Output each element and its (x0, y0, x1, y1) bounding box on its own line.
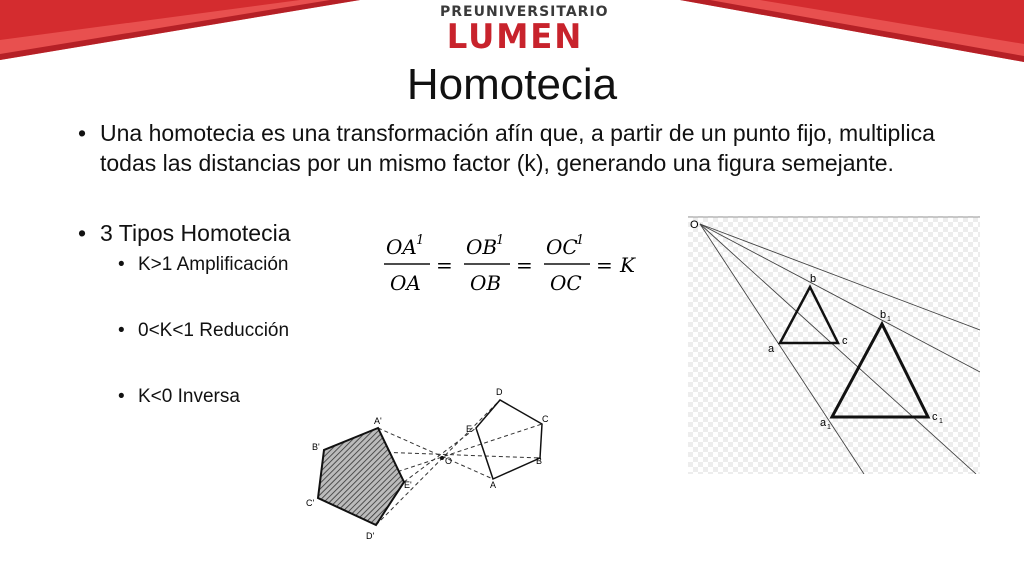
label-B: B (536, 456, 543, 466)
label-D-prime: D' (366, 531, 375, 541)
sub-bullet-inverse-text: K<0 Inversa (138, 386, 240, 407)
label-D: D (496, 387, 503, 397)
logo-subtitle: PREUNIVERSITARIO (440, 4, 609, 20)
formula-num-2-sup: 1 (496, 233, 505, 248)
tri-label-c1: c (932, 411, 938, 423)
formula-eq-3: = (596, 253, 613, 277)
label-C: C (542, 414, 549, 424)
formula-eq-1: = (436, 253, 453, 277)
bullet-definition-text: Una homotecia es una transformación afín que, a partir de un punto fijo, multiplica todas las distancias por un mismo factor (k), generando una figura semejante. (100, 120, 935, 176)
slide-content (76, 118, 956, 178)
tri-label-O: O (690, 219, 699, 231)
tri-label-c1-sub: 1 (939, 418, 943, 425)
pentagon-image (318, 428, 404, 525)
formula-num-3-sup: 1 (576, 233, 585, 248)
sub-bullet-inverse (116, 386, 240, 408)
formula-den-2: OB (470, 271, 502, 295)
ratio-formula (382, 228, 642, 298)
label-E-prime: E' (404, 480, 412, 490)
formula-den-1: OA (390, 271, 421, 295)
bullet-types (76, 218, 290, 248)
tri-label-a1: a (820, 417, 827, 429)
sub-bullet-reduction-text: 0<K<1 Reducción (138, 320, 290, 341)
label-O: O (445, 456, 453, 466)
formula-eq-2: = (516, 253, 533, 277)
tri-label-c: c (842, 335, 848, 347)
bullet-types-text: 3 Tipos Homotecia (100, 220, 291, 246)
label-E: E (466, 424, 473, 434)
pentagon-original (476, 400, 542, 479)
formula-den-3: OC (550, 271, 582, 295)
sub-bullet-reduction (116, 320, 289, 342)
formula-k: K (620, 253, 635, 277)
label-A-prime: A' (374, 416, 382, 426)
logo-wordmark: LUMEN (446, 17, 584, 57)
label-A: A (490, 480, 497, 490)
bullet-definition (76, 118, 956, 178)
slide-title: Homotecia (406, 60, 618, 109)
tri-label-a: a (768, 343, 775, 355)
triangle-homothety-diagram (688, 212, 980, 474)
tri-label-b: b (810, 273, 817, 285)
tri-label-a1-sub: 1 (827, 424, 831, 431)
brand-logo (440, 4, 609, 57)
formula-num-1-sup: 1 (416, 233, 425, 248)
pentagon-homothety-diagram (300, 384, 570, 546)
tri-label-b1: b (880, 309, 887, 321)
tri-label-b1-sub: 1 (887, 316, 891, 323)
label-C-prime: C' (306, 498, 315, 508)
sub-bullet-amplification-text: K>1 Amplificación (138, 254, 289, 275)
sub-bullet-amplification (116, 254, 289, 276)
formula-num-1: OA (386, 235, 417, 259)
label-B-prime: B' (312, 442, 320, 452)
formula-num-3: OC (546, 235, 578, 259)
formula-num-2: OB (466, 235, 498, 259)
